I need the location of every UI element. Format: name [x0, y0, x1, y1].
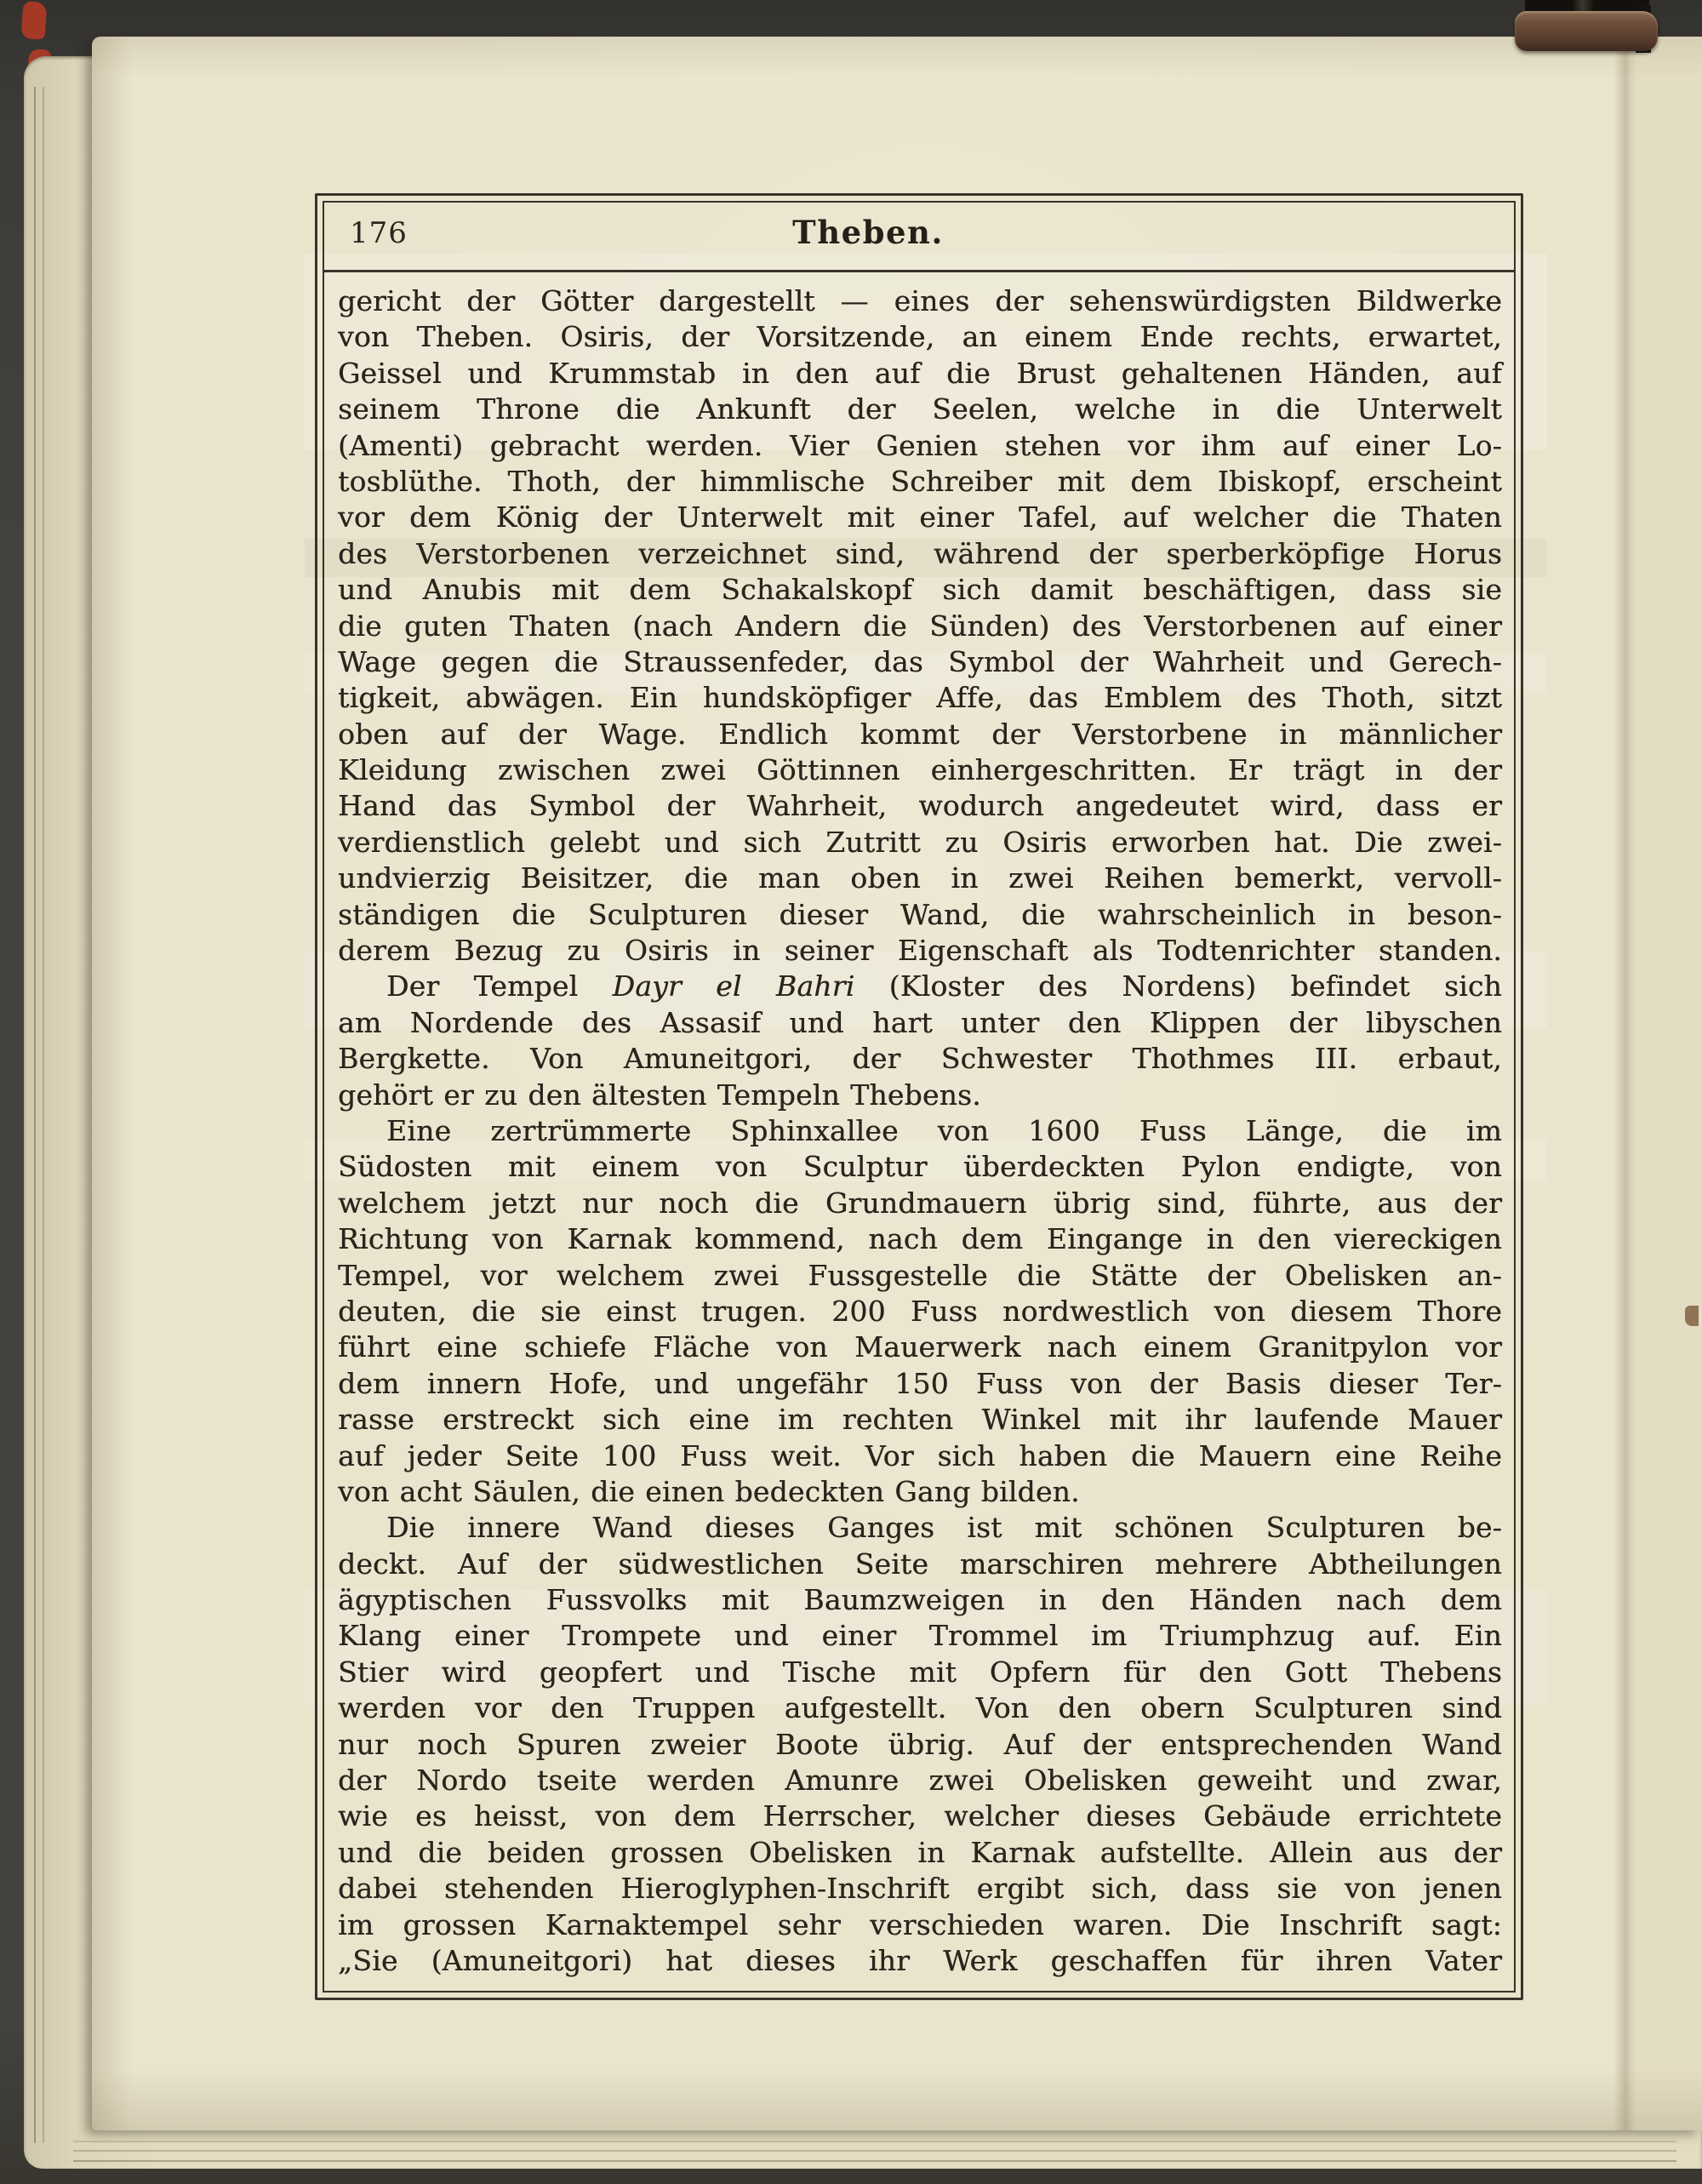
text-line: deckt. Auf der südwestlichen Seite marschiren mehrere Abtheilungen [338, 1547, 1502, 1581]
text-column [338, 283, 1502, 1979]
page-edge-line [34, 87, 36, 2143]
page-edge-line [73, 2150, 1676, 2152]
text-line: Richtung von Karnak kommend, nach dem Eingange in den viereckigen [338, 1222, 1502, 1256]
text-line: undvierzig Beisitzer, die man oben in zwei Reihen bemerkt, vervoll- [338, 861, 1502, 895]
text-line: dem innern Hofe, und ungefähr 150 Fuss von der Basis dieser Ter- [338, 1366, 1502, 1400]
text-line: Der Tempel Dayr el Bahri (Kloster des Nordens) befindet sich [386, 969, 1502, 1003]
header-rule [324, 270, 1514, 272]
text-line: tigkeit, abwägen. Ein hundsköpfiger Affe, das Emblem des Thoth, sitzt [338, 681, 1502, 715]
text-line: dabei stehenden Hieroglyphen-Inschrift ergibt sich, dass sie von jenen [338, 1872, 1502, 1906]
text-line: im grossen Karnaktempel sehr verschieden waren. Die Inschrift sagt: [338, 1907, 1502, 1941]
text-line: welchem jetzt nur noch die Grundmauern übrig sind, führte, aus der [338, 1186, 1502, 1220]
text-line: nur noch Spuren zweier Boote übrig. Auf der entsprechenden Wand [338, 1727, 1502, 1761]
text-line: deuten, die sie einst trugen. 200 Fuss nordwestlich von diesem Thore [338, 1294, 1502, 1328]
text-line: Eine zertrümmerte Sphinxallee von 1600 Fuss Länge, die im [386, 1113, 1502, 1147]
page-number: 176 [350, 216, 408, 250]
text-line: Geissel und Krummstab in den auf die Brust gehaltenen Händen, auf [338, 356, 1502, 390]
text-line: rasse erstreckt sich eine im rechten Winkel mit ihr laufende Mauer [338, 1403, 1502, 1437]
text-line: werden vor den Truppen aufgestellt. Von den obern Sculpturen sind [338, 1691, 1502, 1725]
text-line: gericht der Götter dargestellt — eines der sehenswürdigsten Bildwerke [338, 284, 1502, 317]
text-line: derem Bezug zu Osiris in seiner Eigenschaft als Todtenrichter standen. [338, 934, 1502, 968]
printed-border-frame-inner [323, 201, 1516, 1992]
text-line: Stier wird geopfert und Tische mit Opfern für den Gott Thebens [338, 1655, 1502, 1689]
next-page-edge [1632, 37, 1702, 2130]
text-line: Wage gegen die Straussenfeder, das Symbol der Wahrheit und Gerech- [338, 644, 1502, 678]
printed-border-frame [315, 193, 1523, 2000]
text-line: Bergkette. Von Amuneitgori, der Schwester Thothmes III. erbaut, [338, 1042, 1502, 1076]
text-line: Klang einer Trompete und einer Trommel im Triumphzug auf. Ein [338, 1619, 1502, 1653]
page-edge-notch [1685, 1306, 1699, 1326]
text-line: seinem Throne die Ankunft der Seelen, welche in die Unterwelt [338, 392, 1502, 426]
page-edge-line [43, 87, 44, 2143]
text-line: „Sie (Amuneitgori) hat dieses ihr Werk geschaffen für ihren Vater [338, 1943, 1502, 1977]
text-line: gehört er zu den ältesten Tempeln Thebens. [338, 1078, 981, 1112]
text-line: ägyptischen Fussvolks mit Baumzweigen in den Händen nach dem [338, 1583, 1502, 1617]
text-line: auf jeder Seite 100 Fuss weit. Vor sich haben die Mauern eine Reihe [338, 1438, 1502, 1472]
text-line: führt eine schiefe Fläche von Mauerwerk nach einem Granitpylon vor [338, 1330, 1502, 1364]
text-line: von Theben. Osiris, der Vorsitzende, an einem Ende rechts, erwartet, [338, 320, 1502, 354]
text-line: und Anubis mit dem Schakalskopf sich damit beschäftigen, dass sie [338, 573, 1502, 607]
text-line: verdienstlich gelebt und sich Zutritt zu Osiris erworben hat. Die zwei- [338, 825, 1502, 859]
text-line: (Amenti) gebracht werden. Vier Genien stehen vor ihm auf einer Lo- [338, 428, 1502, 462]
red-pen-mark [20, 1, 47, 40]
text-line: der Nordo tseite werden Amunre zwei Obelisken geweiht und zwar, [338, 1764, 1502, 1798]
text-line: Die innere Wand dieses Ganges ist mit schönen Sculpturen be- [386, 1511, 1502, 1545]
page-edge-line [73, 2160, 1676, 2162]
text-line: die guten Thaten (nach Andern die Sünden) des Verstorbenen auf einer [338, 609, 1502, 643]
text-line: ständigen die Sculpturen dieser Wand, die wahrscheinlich in beson- [338, 897, 1502, 931]
text-line: wie es heisst, von dem Herrscher, welcher dieses Gebäude errichtete [338, 1799, 1502, 1833]
text-line: vor dem König der Unterwelt mit einer Tafel, auf welcher die Thaten [338, 500, 1502, 535]
text-line: von acht Säulen, die einen bedeckten Gang bilden. [338, 1474, 1080, 1508]
text-line: am Nordende des Assasif und hart unter den Klippen der libyschen [338, 1005, 1502, 1039]
text-line: oben auf der Wage. Endlich kommt der Verstorbene in männlicher [338, 717, 1502, 751]
running-head-title: Theben. [792, 214, 944, 251]
text-line: des Verstorbenen verzeichnet sind, während der sperberköpfige Horus [338, 536, 1502, 570]
text-line: und die beiden grossen Obelisken in Karnak aufstellte. Allein aus der [338, 1835, 1502, 1869]
text-line: tosblüthe. Thoth, der himmlische Schreiber mit dem Ibiskopf, erscheint [338, 464, 1502, 498]
page-edge-line [73, 2141, 1676, 2142]
text-line: Südosten mit einem von Sculptur überdeckten Pylon endigte, von [338, 1150, 1502, 1184]
leather-spine-band [1515, 11, 1658, 51]
text-line: Hand das Symbol der Wahrheit, wodurch angedeutet wird, dass er [338, 789, 1502, 823]
text-line: Kleidung zwischen zwei Göttinnen einhergeschritten. Er trägt in der [338, 753, 1502, 787]
text-line: Tempel, vor welchem zwei Fussgestelle die Stätte der Obelisken an- [338, 1258, 1502, 1292]
